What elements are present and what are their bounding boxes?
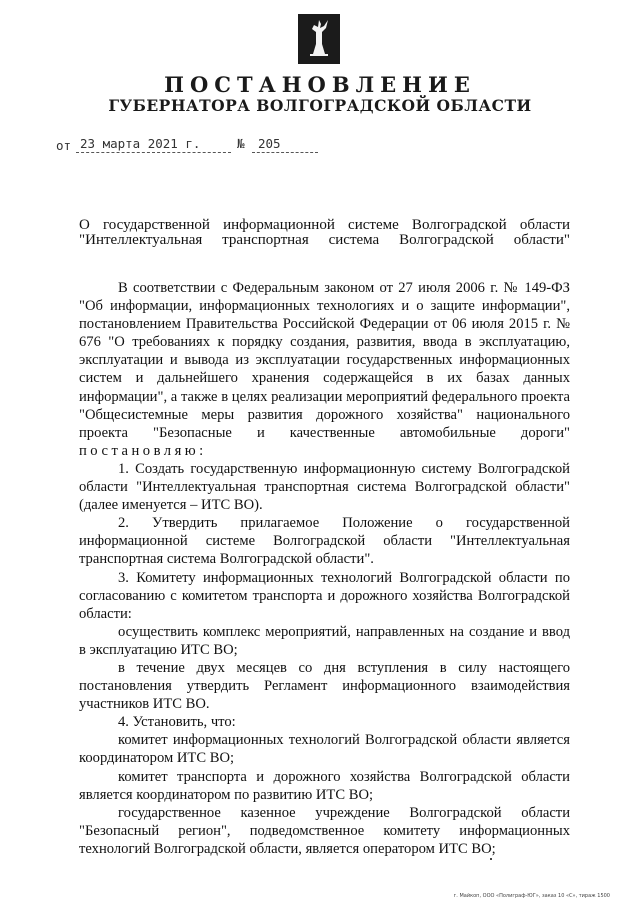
body-item: осуществить комплекс мероприятий, направленных на создание и ввод в эксплуатацию ИТС ВО; <box>79 623 570 658</box>
document-body <box>79 279 570 858</box>
body-item: государственное казенное учреждение Волгоградской области "Безопасный регион", подведомственное комитету информационных технологий Волгоградской области, является оператором ИТС ВО; <box>79 804 570 857</box>
coat-of-arms-emblem <box>298 14 340 64</box>
intro-text: В соответствии с Федеральным законом от 27 июля 2006 г. № 149-ФЗ "Об информации, информационных технологиях и о защите информации", постановлением Правительства Российской Федерации от 06 июля 2015 г. № 676 "О требованиях к порядку создания, развития, ввода в эксплуатацию, эксплуатации и вывода из эксплуатации государственных информационных систем и дальнейшего хранения содержащейся в их базах данных информации", а также в целях реализации мероприятий федерального проекта "Общесистемные меры развития дорожного хозяйства" национального проекта "Безопасные и качественные автомобильные дороги" <box>79 280 570 441</box>
body-item: 1. Создать государственную информационную систему Волгоградской области "Интеллектуальная транспортная система Волгоградской области" (далее именуется – ИТС ВО). <box>79 460 570 514</box>
subject-line-2: "Интеллектуальная транспортная система Волгоградской области" <box>79 232 570 248</box>
body-item: комитет транспорта и дорожного хозяйства Волгоградской области является координатором по развитию ИТС ВО; <box>79 768 570 803</box>
document-subject <box>79 218 570 248</box>
number-prefix: № <box>237 136 245 151</box>
print-note: г. Майкоп, ООО «Полиграф-ЮГ», заказ 10 «С», тираж 1500 <box>453 893 610 899</box>
body-item: 4. Установить, что: <box>118 714 236 731</box>
resolve-word: постановляю: <box>79 442 207 459</box>
body-item: 3. Комитету информационных технологий Волгоградской области по согласованию с комитетом транспорта и дорожного хозяйства Волгоградской области: <box>79 569 570 622</box>
document-number: 205 <box>258 136 281 151</box>
scan-mark <box>490 858 492 860</box>
number-underline <box>252 152 318 153</box>
document-subtitle: ГУБЕРНАТОРА ВОЛГОГРАДСКОЙ ОБЛАСТИ <box>108 96 532 115</box>
document-date: 23 марта 2021 г. <box>80 136 201 151</box>
intro-paragraph <box>79 279 570 460</box>
date-underline <box>76 152 231 153</box>
subject-line-1: О государственной информационной системе Волгоградской области <box>79 217 570 233</box>
body-item: 2. Утвердить прилагаемое Положение о государственной информационной системе Волгоградской области "Интеллектуальная транспортная система Волгоградской области". <box>79 515 570 568</box>
body-item: комитет информационных технологий Волгоградской области является координатором ИТС ВО; <box>79 732 570 767</box>
body-item: в течение двух месяцев со дня вступления в силу настоящего постановления утвердить Регламент информационного взаимодействия участников ИТС ВО. <box>79 659 570 713</box>
document-title: ПОСТАНОВЛЕНИЕ <box>164 72 476 97</box>
date-prefix: от <box>56 138 72 153</box>
